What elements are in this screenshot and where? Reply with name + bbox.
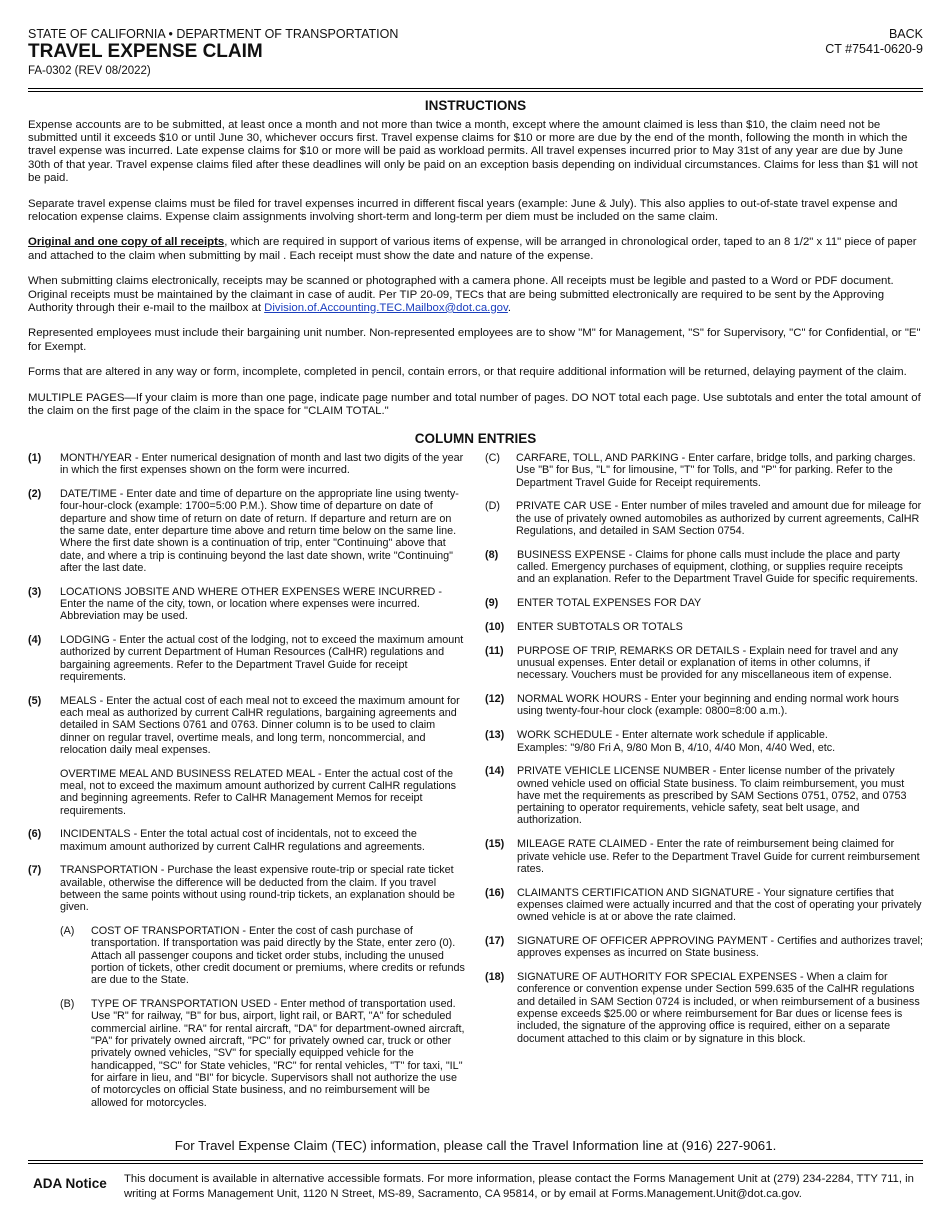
entry-number: (9): [485, 597, 499, 610]
instructions-paragraph: Forms that are altered in any way or form, incomplete, completed in pencil, contain errors, or that require additional information will be returned, delaying payment of the claim.: [28, 366, 907, 379]
ada-text: This document is available in alternative accessible formats. For more information, please contact the Forms Management Unit at (279) 234-2284, TTY 711, in writing at Forms Management Unit, 1120 N Street, MS-89, Sacramento, CA 95814, or by email at Forms.Management.Unit@dot.ca.gov.: [124, 1173, 914, 1200]
subentry-carfare-toll-parking: [485, 452, 923, 489]
entry-number: (15): [485, 838, 505, 851]
entry-work-schedule: [485, 729, 923, 754]
subentry-type-of-transportation: [60, 998, 465, 1109]
entry-number: (17): [485, 935, 505, 948]
column-entries: [28, 452, 923, 1112]
form-header: [28, 0, 923, 88]
ada-notice: [28, 1160, 923, 1200]
subentry-text: CARFARE, TOLL, AND PARKING - Enter carfare, bridge tolls, and parking charges. Use "B" for Bus, "L" for limousine, "T" for Tolls, and "P" for parking. Refer to the Department Travel Guide for Receipt requirements.: [516, 451, 916, 489]
entry-number: (11): [485, 644, 504, 657]
instructions-paragraph: [28, 275, 923, 315]
entry-date-time: [28, 488, 465, 574]
entry-text: ENTER TOTAL EXPENSES FOR DAY: [517, 597, 702, 610]
entry-subtotals: [485, 621, 923, 633]
subentry-private-car-use: [485, 500, 923, 537]
entry-text: SIGNATURE OF OFFICER APPROVING PAYMENT - Certifies and authorizes travel; approves expenses as incurred on State business.: [517, 935, 923, 960]
form-title: TRAVEL EXPENSE CLAIM: [28, 41, 263, 62]
column-entries-right: [485, 452, 923, 1056]
entry-mileage-rate: [485, 838, 923, 875]
entry-text: MEALS - Enter the actual cost of each meal not to exceed the maximum amount for each meal as authorized by current CalHR regulations, bargaining agreements and detailed in SAM Sections 0761 and 0763. Dinner column is to be used to claim dinner on regular travel, overtime meals, and long term, noncommercial, and relocation daily meal expenses.: [60, 694, 460, 756]
instructions-paragraph: Expense accounts are to be submitted, at least once a month and not more than twice a month, except where the amount claimed is less than $10, the claim need not be submitted until it exceeds $10 or until June 30, whichever occurs first. Travel expense claims for $10 or more are due by the end of the month, following the month in which the travel expense was incurred. Late expense claims for $10 or more will be paid as workload permits. All travel expenses incurred prior to May 31st of any year are due by June 30th of that year. Travel expense claims filed after these deadlines will only be paid on an exception basis depending on individual circumstances. Claims for less than $1 will not be paid.: [28, 119, 918, 184]
entry-number: (16): [485, 886, 505, 899]
entry-number: (13): [485, 729, 505, 742]
entry-text: DATE/TIME - Enter date and time of departure on the appropriate line using twenty-four-hour-clock (example: 1700=5:00 P.M.). Show time of departure on date of departure and show time of return on date of return. If departure and return are on the same date, enter departure time above and return time below on the same line. Where the first date shown is a continuation of trip, enter "Continuing" above that date, and where a trip is continuing beyond the last date shown, write "Continuing" after the last date.: [60, 488, 459, 574]
entry-approving-officer: [485, 935, 923, 960]
column-entries-left: [28, 452, 465, 1120]
header-divider: [28, 88, 923, 92]
entry-text: MILEAGE RATE CLAIMED - Enter the rate of reimbursement being claimed for private vehicle use. Refer to the Department Travel Guide for current reimbursement rates.: [517, 838, 920, 875]
travel-info-line: For Travel Expense Claim (TEC) information, please call the Travel Information line at (916) 227-9061.: [174, 1138, 777, 1153]
entry-text: CLAIMANTS CERTIFICATION AND SIGNATURE - Your signature certifies that expenses claimed were actually incurred and that the cost of operating your privately owned vehicle is at or above the rate claimed.: [517, 886, 922, 924]
entry-normal-work-hours: [485, 693, 923, 718]
entry-special-expenses: [485, 971, 923, 1045]
entry-text: PURPOSE OF TRIP, REMARKS OR DETAILS - Explain need for travel and any unusual expenses. Enter detail or explanation of items in other columns, if necessary. Vouchers must be provided for any miscellaneous item of expense.: [517, 644, 899, 682]
entry-text: SIGNATURE OF AUTHORITY FOR SPECIAL EXPENSES - When a claim for conference or convention expense under Section 599.635 of the CalHR regulations and detailed in SAM Section 0724 is included, or when reimbursement of a business expense exceeds $25.00 or where reimbursement for Bar dues or license fees is included, the signature of the approving office is required, either on a separate document attached to this claim or by signature in this block.: [517, 971, 920, 1045]
entry-text: BUSINESS EXPENSE - Claims for phone calls must include the place and party called. Emergency purchases of equipment, clothing, or supplies require receipts and an explanation. Refer to the Department Travel Guide for specific requirements.: [517, 548, 918, 586]
subentry-letter: (D): [485, 500, 500, 513]
entry-text: LODGING - Enter the actual cost of the lodging, not to exceed the maximum amount authorized by current Department of Human Resources (CalHR) regulations and bargaining agreements. Refer to the Department Travel Guide for receipt requirements.: [60, 634, 464, 683]
entry-transportation: [28, 864, 465, 913]
entry-text: [517, 729, 923, 754]
entry-text-line: Examples: "9/80 Fri A, 9/80 Mon B, 4/10, 4/40 Mon, 4/40 Wed, etc.: [517, 741, 836, 754]
column-entries-heading: COLUMN ENTRIES: [414, 430, 537, 446]
form-number: FA-0302 (REV 08/2022): [28, 65, 151, 77]
entry-text: MONTH/YEAR - Enter numerical designation of month and last two digits of the year in which the first expenses shown on the form were incurred.: [60, 451, 464, 477]
subentry-text: COST OF TRANSPORTATION - Enter the cost of cash purchase of transportation. If transportation was paid directly by the State, enter zero (0). Attach all passenger coupons and ticket order stubs, including the unused portion of tickets, other credit document or premiums, where credits or refunds are due to the State.: [91, 925, 465, 987]
entry-number: (6): [28, 828, 42, 841]
entry-number: (2): [28, 488, 42, 501]
entry-overtime-meal: OVERTIME MEAL AND BUSINESS RELATED MEAL - Enter the actual cost of the meal, not to exceed the maximum amount authorized by current CalHR regulations and beginning agreements. Refer to CalHR Management Memos for receipt requirements.: [60, 767, 457, 817]
page-side-label: BACK: [888, 27, 923, 41]
entry-number: (18): [485, 971, 505, 984]
subentry-letter: (A): [60, 925, 75, 938]
entry-text: TRANSPORTATION - Purchase the least expensive route-trip or special rate ticket available, otherwise the difference will be deducted from the claim. If you travel between the same points without using round-trip tickets, an explanation should be given.: [60, 864, 455, 914]
entry-number: (4): [28, 634, 42, 647]
entry-text: PRIVATE VEHICLE LICENSE NUMBER - Enter license number of the privately owned vehicle used on official State business. To claim reimbursement, you must have met the requirements as prescribed by SAM Sections 0751, 0752, and 0753 pertaining to operator requirements, vehicle safety, seat belt usage, and authorization.: [517, 765, 907, 827]
instructions-heading: INSTRUCTIONS: [424, 98, 527, 113]
entry-meals: [28, 695, 465, 756]
entry-text: NORMAL WORK HOURS - Enter your beginning and ending normal work hours using twenty-four-hour clock (example: 0800=8:00 a.m.).: [517, 693, 899, 718]
entry-text: INCIDENTALS - Enter the total actual cost of incidentals, not to exceed the maximum amount authorized by current CalHR regulations and agreements.: [60, 828, 425, 853]
instructions-paragraph: MULTIPLE PAGES—If your claim is more than one page, indicate page number and total number of pages. DO NOT total each page. Use subtotals and enter the total amount of the claim on the first page of the claim in the space for "CLAIM TOTAL.": [28, 392, 921, 418]
entry-text: LOCATIONS JOBSITE AND WHERE OTHER EXPENSES WERE INCURRED - Enter the name of the city, town, or location where expenses were incurred. Abbreviation may be used.: [60, 585, 442, 623]
entry-total-expenses: [485, 597, 923, 609]
footer-divider: [28, 1160, 923, 1164]
subentry-letter: (B): [60, 998, 75, 1011]
entry-lodging: [28, 634, 465, 683]
document-page: [28, 0, 923, 1200]
ct-number: CT #7541-0620-9: [825, 42, 923, 56]
subentry-cost-of-transportation: [60, 925, 465, 986]
entry-purpose-of-trip: [485, 645, 923, 682]
tec-mailbox-link[interactable]: Division.of.Accounting.TEC.Mailbox@dot.ca.gov: [264, 301, 508, 314]
instructions-paragraph: Separate travel expense claims must be filed for travel expenses incurred in different fiscal years (example: June & July). This also applies to out-of-state travel expense and relocation expense claims. Expense claim assignments involving short-term and long-term per diem must be included on the same claim.: [28, 197, 898, 223]
agency-name: STATE OF CALIFORNIA • DEPARTMENT OF TRANSPORTATION: [28, 27, 399, 41]
entry-claimant-certification: [485, 887, 923, 924]
entry-number: (5): [28, 694, 42, 707]
entry-locations: [28, 586, 465, 623]
entry-number: (1): [28, 451, 42, 464]
subentry-text: TYPE OF TRANSPORTATION USED - Enter method of transportation used. Use "R" for railway, "B" for bus, airport, light rail, or BART, "A" for scheduled commercial airline. "RA" for rental aircraft, "DA" for department-owned aircraft, "PA" for privately owned aircraft, "PC" for privately owned car, truck or other privately owned vehicles, "SV" for specially equipped vehicle for the handicapped, "SC" for State vehicles, "RC" for rental vehicles, "T" for taxi, "IL" for airfare in lieu, and "BI" for bicycle. Supervisors shall not authorize the use of motorcycles on official State business, and no reimbursement will be allowed for motorcycles.: [91, 998, 465, 1109]
receipts-text: , which are required in support of various items of expense, will be arranged in chronological order, taped to an 8 1/2" x 11" piece of paper and attached to the claim when submitting by mail . Each receipt must show the date and nature of the expense.: [28, 236, 917, 262]
entry-incidentals: [28, 828, 465, 853]
subentry-text: PRIVATE CAR USE - Enter number of miles traveled and amount due for mileage for the use of privately owned automobiles as authorized by current agreements, CalHR Regulations, and detailed in SAM Section 0754.: [516, 500, 922, 537]
instructions-paragraph: [28, 236, 923, 262]
ada-label: ADA Notice: [33, 1176, 107, 1191]
entry-number: (12): [485, 693, 505, 706]
instructions-paragraph: Represented employees must include their bargaining unit number. Non-represented employees are to show "M" for Management, "S" for Supervisory, "C" for Confidential, or "E" for Exempt.: [28, 327, 921, 353]
receipts-emphasis: Original and one copy of all receipts: [28, 236, 225, 249]
subentry-letter: (C): [485, 451, 500, 464]
entry-number: (14): [485, 765, 505, 778]
entry-vehicle-license: [485, 765, 923, 826]
entry-number: (10): [485, 620, 505, 633]
entry-month-year: [28, 452, 465, 477]
entry-number: (3): [28, 585, 42, 598]
entry-business-expense: [485, 549, 923, 586]
entry-text: ENTER SUBTOTALS OR TOTALS: [517, 620, 683, 633]
entry-number: (8): [485, 548, 499, 561]
entry-number: (7): [28, 864, 42, 877]
electronic-submission-text: When submitting claims electronically, receipts may be scanned or photographed with a camera phone. All receipts must be legible and pasted to a Word or PDF document. Original receipts must be maintained by the claimant in case of audit. Per TIP 20-09, TECs that are being submitted electronically are required to be sent by the Approving Authority through their e-mail to the mailbox at: [28, 275, 894, 314]
electronic-submission-end: .: [507, 301, 512, 314]
entry-text-line: WORK SCHEDULE - Enter alternate work schedule if applicable.: [517, 729, 828, 742]
